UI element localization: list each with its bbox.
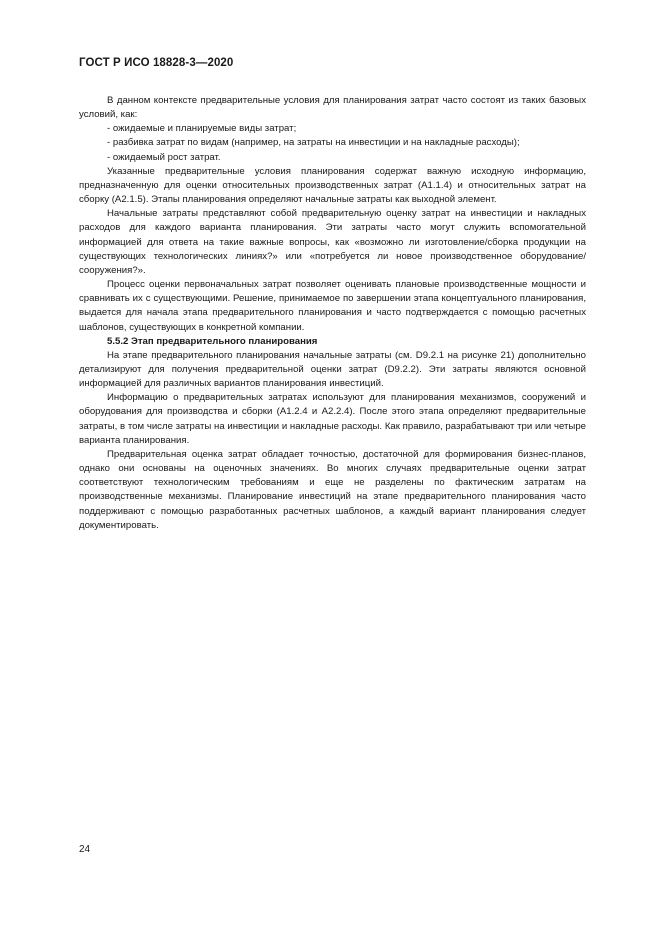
document-body [79, 94, 586, 533]
paragraph: Информацию о предварительных затратах используют для планирования механизмов, сооружений и оборудования для производства и сборки (A1.2.4 и A2.2.4). После этого этапа определяют предварительные затраты, в том числе затраты на инвестиции и накладные расходы. Как правило, разрабатывают три или четыре варианта планирования. [79, 392, 586, 446]
paragraph: На этапе предварительного планирования начальные затраты (см. D9.2.1 на рисунке 21) дополнительно детализируют для получения предварительной оценки затрат (D9.2.2). Эти затраты являются основной информацией для различных вариантов планирования инвестиций. [79, 349, 586, 390]
page-number: 24 [79, 844, 91, 855]
list-item: - разбивка затрат по видам (например, на затраты на инвестиции и на накладные расходы); [107, 137, 520, 149]
paragraph: Процесс оценки первоначальных затрат позволяет оценивать плановые производственные мощности и сравнивать их с существующими. Решение, принимаемое по завершении этапа концептуального планирования, выдается для начала этапа предварительного планирования и часто подтверждается с помощью расчетных шаблонов, существующих в конкретной компании. [79, 279, 586, 333]
paragraph: Предварительная оценка затрат обладает точностью, достаточной для формирования бизнес-планов, однако они основаны на оценочных значениях. Во многих случаях предварительные оценки затрат соответствуют технологическим требованиям и еще не разделены по фактическим затратам на производственные механизмы. Планирование инвестиций на этапе предварительного планирования часто поддерживают с помощью разработанных расчетных шаблонов, а каждый вариант планирования следует документировать. [79, 448, 586, 531]
list-item: - ожидаемый рост затрат. [107, 151, 221, 163]
paragraph: В данном контексте предварительные условия для планирования затрат часто состоят из таких базовых условий, как: [79, 95, 586, 121]
list-item: - ожидаемые и планируемые виды затрат; [107, 123, 297, 135]
paragraph: Начальные затраты представляют собой предварительную оценку затрат на инвестиции и накладных расходов для каждого варианта планирования. Эти затраты часто могут служить вспомогательной информацией для ответа на такие важные вопросы, как «возможно ли изготовление/сборка продукции на существующих технологических линиях?» или «потребуется ли новое производственное оборудование/сооружения?». [79, 208, 586, 276]
section-heading: 5.5.2 Этап предварительного планирования [107, 335, 318, 347]
paragraph: Указанные предварительные условия планирования содержат важную исходную информацию, предназначенную для оценки относительных производственных затрат (A1.1.4) и относительных затрат на сборку (A2.1.5). Этапы планирования определяют начальные затраты как выходной элемент. [79, 165, 586, 206]
document-header: ГОСТ Р ИСО 18828-3—2020 [79, 57, 234, 69]
